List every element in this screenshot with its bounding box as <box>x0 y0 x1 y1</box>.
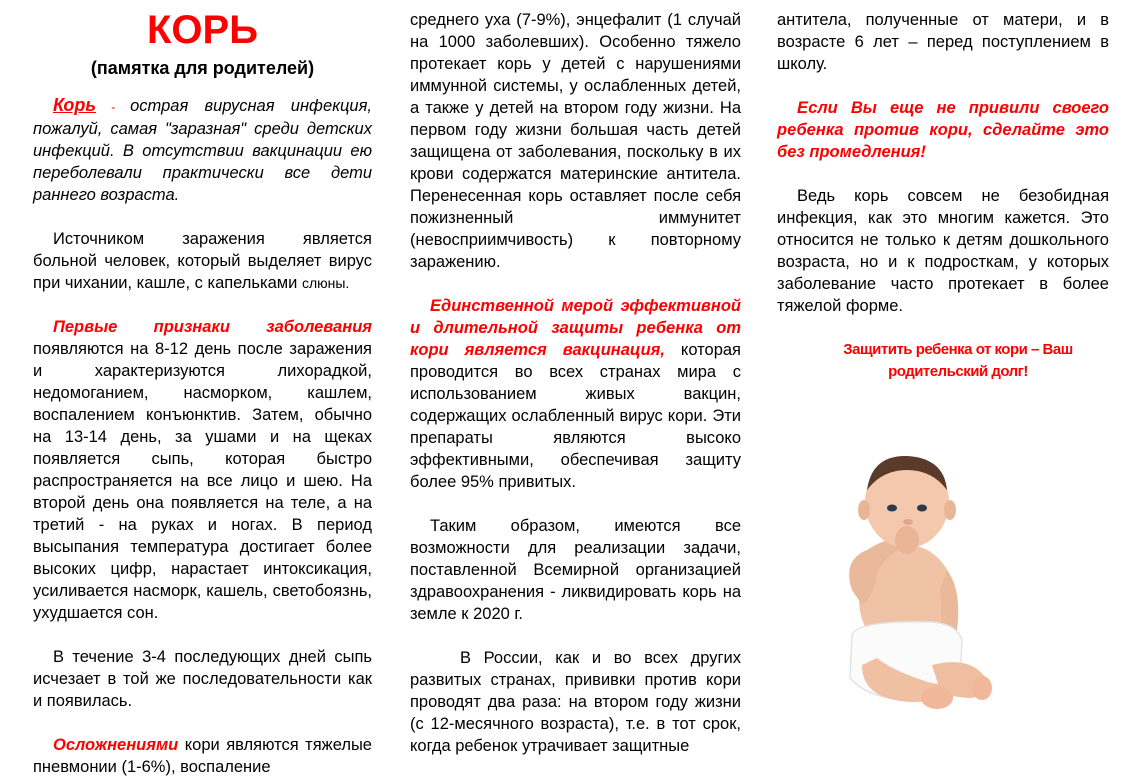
complications-paragraph <box>33 734 372 778</box>
symptoms-heading: Первые признаки заболевания <box>53 318 372 336</box>
vaccine-paragraph <box>410 295 741 493</box>
baby-photo <box>822 440 1007 715</box>
source-tail: слюны. <box>301 275 350 291</box>
intro-dash: - <box>96 100 131 114</box>
intro-text: острая вирусная инфекция, пожалуй, самая "заразная" среди детских инфекций. В отсутствии вакцинации ею переболевали практически все дети раннего возраста. <box>33 97 372 204</box>
who-paragraph: Таким образом, имеются все возможности для реализации задачи, поставленной Всемирной организацией здравоохранения - ликвидировать корь на земле к 2020 г. <box>410 517 741 623</box>
russia-continued: антитела, полученные от матери, и в возрасте 6 лет – перед поступлением в школу. <box>777 11 1109 73</box>
rash-paragraph: В течение 3-4 последующих дней сыпь исчезает в той же последовательности как и появилась. <box>33 648 372 710</box>
column-3 <box>777 0 1109 383</box>
complications-text: кори являются тяжелые пневмонии (1-6%), воспаление <box>33 736 372 776</box>
complications-heading: Осложнениями <box>53 736 179 754</box>
slogan-line-1: Защитить ребенка от кори – Ваш <box>843 341 1073 358</box>
page-subtitle: (памятка для родителей) <box>90 58 315 78</box>
vaccine-text: которая проводится во всех странах мира с использованием живых вакцин, содержащих ослабленный вирус кори. Эти препараты являются высоко эффективными, обеспечивая защиту более 95% привитых. <box>410 341 741 491</box>
intro-term: Корь <box>53 95 97 115</box>
source-text: Источником заражения является больной человек, который выделяет вирус при чихании, кашле, с капельками <box>33 230 372 292</box>
intro-paragraph <box>33 94 372 206</box>
column-1 <box>33 0 372 778</box>
russia-paragraph: В России, как и во всех других развитых странах, прививки против кори проводят два раза: на втором году жизни (с 12-месячного возраста), т.е. в тот срок, когда ребенок утрачивает защитные <box>410 649 741 755</box>
symptoms-paragraph <box>33 316 372 624</box>
call-to-action: Если Вы еще не привили своего ребенка против кори, сделайте это без промедления! <box>777 99 1109 161</box>
warning-paragraph: Ведь корь совсем не безобидная инфекция, как это многим кажется. Это относится не только к детям дошкольного возраста, но и к подросткам, у которых заболевание часто протекает в более тяжелой форме. <box>777 187 1109 315</box>
source-paragraph <box>33 228 372 294</box>
column-2 <box>410 0 741 757</box>
complications-continued: среднего уха (7-9%), энцефалит (1 случай на 1000 заболевших). Особенно тяжело протекает корь у детей с нарушениями иммунной системы, у ослабленных детей, а также у детей на втором году жизни. На первом году жизни большая часть детей защищена от заболевания, поскольку в их крови содержатся материнские антитела. Перенесенная корь оставляет после себя пожизненный иммунитет (невосприимчивость) к повторному заражению. <box>410 11 741 271</box>
page-title: КОРЬ <box>147 8 258 52</box>
slogan-line-2: родительский долг! <box>888 363 1028 380</box>
symptoms-text: появляются на 8-12 день после заражения и характеризуются лихорадкой, недомоганием, насморком, кашлем, воспалением конъюнктив. Затем, обычно на 13-14 день, за ушами и на щеках появляется сыпь, которая быстро распространяется на все лицо и шею. На второй день она появляется на теле, а на третий - на руках и ногах. В период высыпания температура достигает более высоких цифр, нарастает интоксикация, усиливается насморк, кашель, светобоязнь, ухудшается сон. <box>33 340 372 622</box>
vaccine-heading: Единственной мерой эффективной и длительной защиты ребенка от кори является вакцинация, <box>410 297 741 359</box>
slogan <box>777 339 1109 383</box>
